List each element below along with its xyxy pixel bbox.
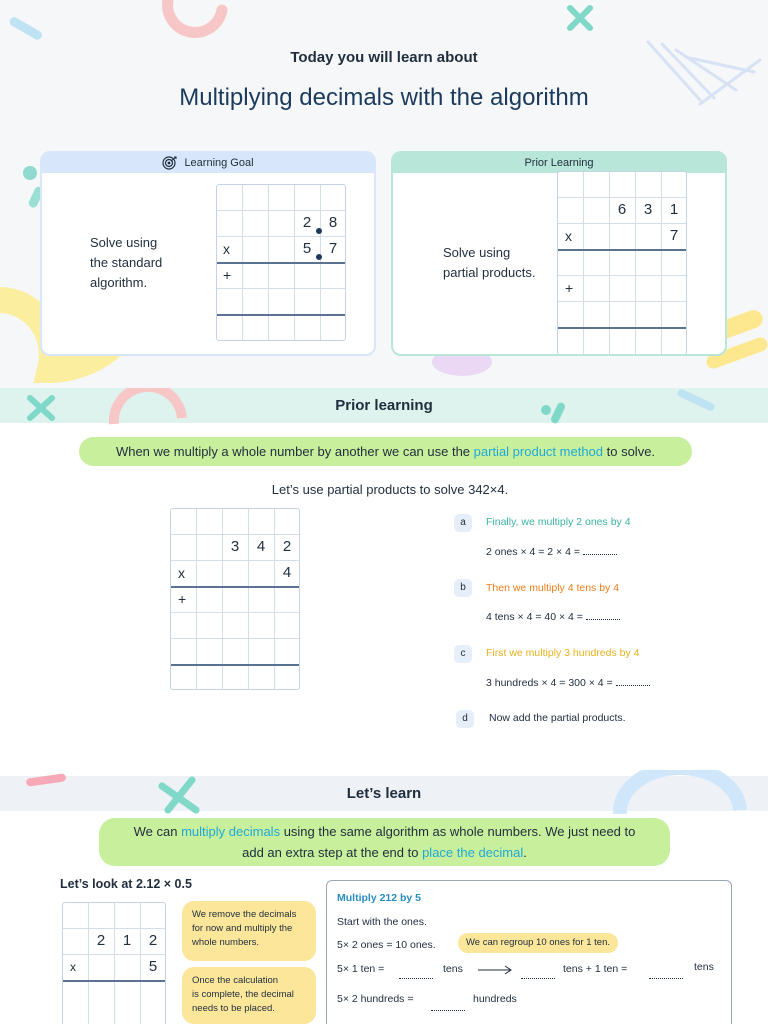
times-sign: x (223, 241, 230, 257)
answer-blank[interactable] (616, 676, 650, 686)
plus-sign: + (223, 267, 232, 283)
step-heading-d: Now add the partial products. (489, 712, 626, 724)
prior-learning-text (443, 243, 536, 283)
digit: 6 (617, 201, 627, 218)
note-line: is complete, the decimal (192, 989, 294, 1000)
prior-learning-pill (79, 437, 692, 466)
answer-blank[interactable] (431, 1001, 465, 1011)
partial-products-grid (170, 508, 300, 690)
note-line: for now and multiply the (192, 923, 293, 934)
step-heading-b: Then we multiply 4 tens by 4 (486, 582, 620, 594)
prior-learning-label: Prior Learning (524, 157, 594, 169)
decimal-point (316, 228, 322, 234)
pill-text: . (523, 845, 527, 860)
digit: 2 (96, 932, 106, 949)
pill-line (99, 842, 670, 863)
pill-text: using the same algorithm as whole numbers. We just need to (280, 824, 636, 839)
learning-goal-text-line: Solve using (90, 235, 158, 250)
box-line: hundreds (473, 993, 517, 1005)
digit: 1 (669, 201, 679, 218)
digit: 7 (328, 240, 338, 257)
learn-band-decor (0, 770, 768, 814)
prior-learning-card (391, 151, 727, 356)
digit: 2 (302, 214, 312, 231)
note-place-decimal (182, 967, 316, 1024)
note-line: Once the calculation (192, 975, 279, 986)
step-expression-b (486, 610, 620, 623)
times-sign: x (565, 228, 572, 244)
prior-instruction: Let’s use partial products to solve 342×4. (271, 482, 509, 497)
note-line: We remove the decimals (192, 909, 297, 920)
answer-blank[interactable] (586, 610, 620, 620)
step-heading-c: First we multiply 3 hundreds by 4 (486, 647, 640, 659)
digit: 3 (643, 201, 653, 218)
digit-hundreds: 3 (230, 538, 240, 555)
pill-text: to solve. (603, 444, 656, 459)
box-line: 5× 2 ones = 10 ones. (337, 939, 436, 951)
answer-blank[interactable] (649, 969, 683, 979)
learning-goal-label: Learning Goal (184, 157, 254, 169)
digit: 4 (282, 564, 292, 581)
prior-learning-text-line: Solve using (443, 245, 511, 260)
prior-learning-text-line: partial products. (443, 265, 536, 280)
box-line: tens (443, 963, 463, 975)
hero-section (0, 0, 768, 388)
pill-text: add an extra step at the end to (242, 845, 423, 860)
step-badge-d: d (456, 710, 474, 728)
section-title: Let’s learn (346, 785, 422, 802)
regroup-note: We can regroup 10 ones for 1 ten. (458, 933, 618, 953)
box-line: Start with the ones. (337, 916, 427, 928)
page-title: Multiplying decimals with the algorithm (179, 84, 589, 111)
box-title: Multiply 212 by 5 (337, 892, 422, 904)
digit: 8 (328, 214, 338, 231)
digit: 7 (669, 227, 679, 244)
note-remove-decimals (182, 901, 316, 961)
answer-blank[interactable] (399, 969, 433, 979)
answer-blank[interactable] (521, 969, 555, 979)
pill-text: When we multiply a whole number by another we can use the (115, 444, 474, 459)
decimal-example-grid (62, 902, 166, 1024)
digit-ones: 2 (282, 538, 292, 555)
digit: 1 (122, 932, 132, 949)
learning-goal-text-line: algorithm. (90, 275, 148, 290)
expression-text: 2 ones × 4 = 2 × 4 = (486, 546, 580, 558)
expression-text: 4 tens × 4 = 40 × 4 = (486, 611, 583, 623)
learning-goal-grid (216, 184, 346, 341)
pill-line (99, 821, 670, 842)
page-subtitle: Today you will learn about (290, 49, 478, 66)
plus-sign: + (178, 591, 187, 607)
box-line: tens + 1 ten = (563, 963, 628, 975)
target-icon (162, 156, 178, 170)
digit: 5 (148, 958, 158, 975)
lets-learn-pill (99, 818, 670, 866)
digit: 5 (302, 240, 312, 257)
arrow-right-icon (477, 965, 513, 975)
note-line: needs to be placed. (192, 1003, 275, 1014)
step-expression-a (486, 545, 617, 558)
learning-goal-text-line: the standard (90, 255, 163, 270)
times-sign: x (70, 960, 76, 974)
learning-goal-card (40, 151, 376, 356)
step-expression-c (486, 676, 650, 689)
worked-example-box (326, 880, 732, 1024)
decimal-point (316, 254, 322, 260)
prior-learning-header (393, 153, 725, 173)
example-heading: Let’s look at 2.12 × 0.5 (60, 877, 192, 891)
learning-goal-text (90, 233, 162, 293)
step-heading-a: Finally, we multiply 2 ones by 4 (486, 516, 631, 528)
expression-text: 3 hundreds × 4 = 300 × 4 = (486, 677, 613, 689)
pill-text: We can (133, 824, 182, 839)
prior-learning-grid (557, 171, 687, 355)
answer-blank[interactable] (583, 545, 617, 555)
box-line: 5× 1 ten = (337, 963, 385, 975)
plus-sign: + (565, 280, 574, 296)
step-badge-b: b (454, 579, 472, 597)
box-line: 5× 2 hundreds = (337, 993, 414, 1005)
step-badge-c: c (454, 645, 472, 663)
learning-goal-header (42, 153, 374, 173)
section-title: Prior learning (335, 397, 433, 414)
digit: 2 (148, 932, 158, 949)
times-sign: x (178, 565, 185, 581)
pill-highlight: multiply decimals (181, 824, 281, 839)
band-decor (0, 388, 768, 428)
pill-highlight: partial product method (473, 444, 604, 459)
note-line: whole numbers. (192, 937, 260, 948)
pill-highlight: place the decimal (422, 845, 524, 860)
step-badge-a: a (454, 514, 472, 532)
digit-tens: 4 (256, 538, 266, 555)
box-line: tens (694, 961, 714, 973)
